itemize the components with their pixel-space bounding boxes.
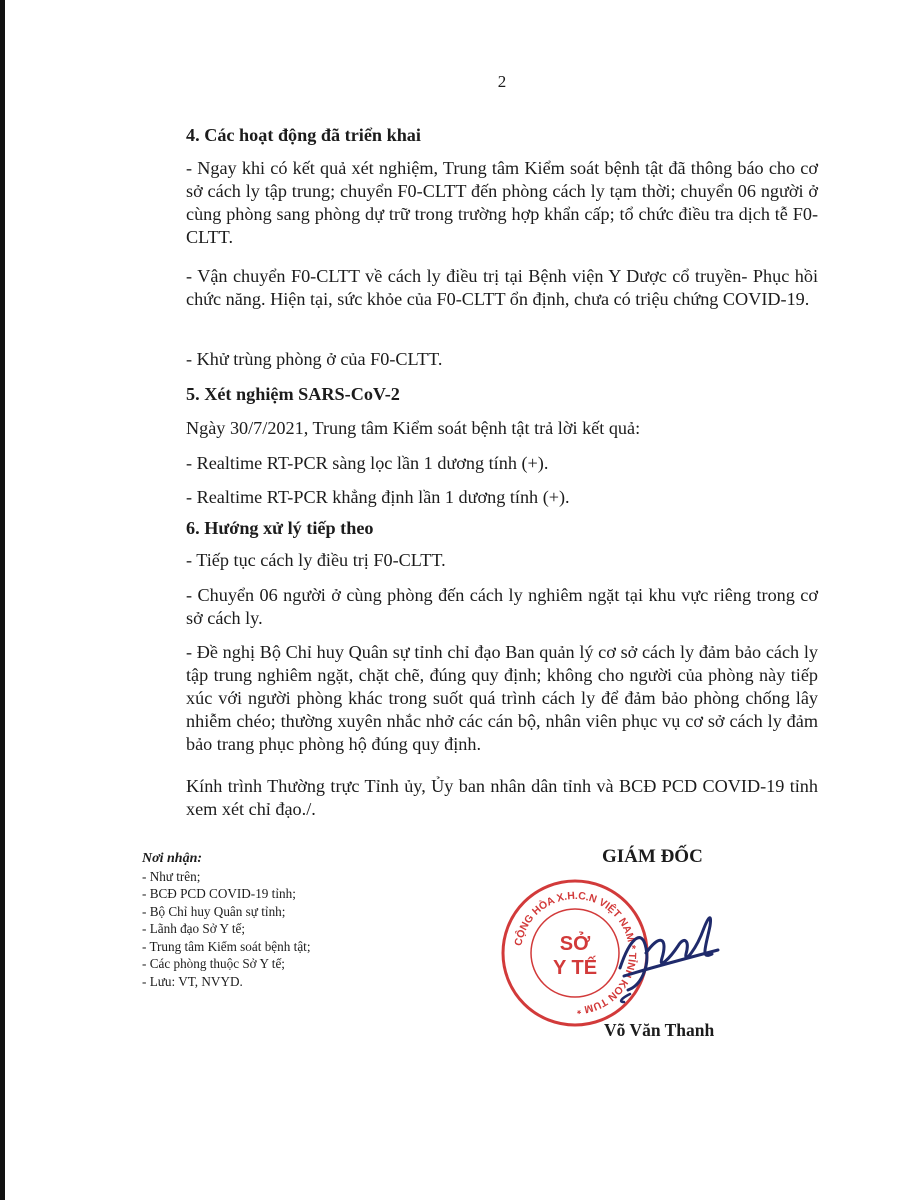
- recipient-item: - BCĐ PCD COVID-19 tỉnh;: [142, 886, 296, 901]
- recipient-item: - Như trên;: [142, 868, 201, 884]
- section-5-paragraph-2: - Realtime RT-PCR sàng lọc lần 1 dương tính (+).: [186, 453, 549, 473]
- section-4-paragraph-3: - Khử trùng phòng ở của F0-CLTT.: [186, 349, 443, 369]
- section-5-heading: 5. Xét nghiệm SARS-CoV-2: [186, 384, 400, 404]
- closing-paragraph: Kính trình Thường trực Tỉnh ủy, Ủy ban nhân dân tỉnh và BCĐ PCD COVID-19 tỉnh xem xét chỉ đạo./.: [186, 776, 818, 819]
- section-6-paragraph-1: - Tiếp tục cách ly điều trị F0-CLTT.: [186, 550, 446, 570]
- seal-center-line-2: Y TẾ: [552, 957, 598, 979]
- recipient-item: - Lưu: VT, NVYD.: [142, 973, 243, 989]
- recipient-item: - Bộ Chỉ huy Quân sự tỉnh;: [142, 903, 286, 919]
- recipients-title: Nơi nhận:: [142, 851, 203, 866]
- section-4-paragraph-2: - Vận chuyển F0-CLTT về cách ly điều trị tại Bệnh viện Y Dược cổ truyền- Phục hồi chức năng. Hiện tại, sức khỏe của F0-CLTT ổn định, chưa có triệu chứng COVID-19.: [186, 266, 818, 309]
- seal-center-line-1: SỞ: [559, 933, 591, 955]
- signatory-name: Võ Văn Thanh: [604, 1020, 715, 1040]
- recipient-item: - Trung tâm Kiểm soát bệnh tật;: [142, 938, 311, 954]
- recipient-item: - Các phòng thuộc Sở Y tế;: [142, 956, 285, 971]
- recipient-item: - Lãnh đạo Sở Y tế;: [142, 921, 246, 936]
- section-4-heading: 4. Các hoạt động đã triển khai: [186, 125, 421, 145]
- section-6-paragraph-2: - Chuyển 06 người ở cùng phòng đến cách ly nghiêm ngặt tại khu vực riêng trong cơ sở cách ly.: [186, 585, 818, 628]
- section-6-paragraph-3: - Đề nghị Bộ Chỉ huy Quân sự tỉnh chỉ đạo Ban quản lý cơ sở cách ly đảm bảo cách ly tập trung nghiêm ngặt, chặt chẽ, đúng quy định; không cho người của phòng này tiếp xúc với người phòng khác trong suốt quá trình cách ly để đảm bảo phòng chống lây nhiễm chéo; thường xuyên nhắc nhở các cán bộ, nhân viên phục vụ cơ sở cách ly đảm bảo trang phục phòng hộ đúng quy định.: [186, 642, 818, 754]
- section-5-paragraph-3: - Realtime RT-PCR khẳng định lần 1 dương tính (+).: [186, 487, 570, 507]
- recipients-block: [142, 850, 442, 990]
- signatory-title: GIÁM ĐỐC: [602, 846, 703, 867]
- section-6-heading: 6. Hướng xử lý tiếp theo: [186, 518, 374, 538]
- handwritten-signature: [600, 898, 730, 1008]
- page-number: 2: [497, 72, 507, 91]
- section-4-paragraph-1: - Ngay khi có kết quả xét nghiệm, Trung tâm Kiểm soát bệnh tật đã thông báo cho cơ sở cách ly tập trung; chuyển F0-CLTT đến phòng cách ly tạm thời; chuyển 06 người ở cùng phòng sang phòng dự trữ trong trường hợp khẩn cấp; tổ chức điều tra dịch tễ F0-CLTT.: [186, 158, 818, 247]
- seal-ring-text: CỘNG HÒA X.H.C.N VIỆT NAM * TỈNH KON TUM *: [512, 889, 639, 1016]
- section-5-paragraph-1: Ngày 30/7/2021, Trung tâm Kiểm soát bệnh tật trả lời kết quả:: [186, 418, 641, 438]
